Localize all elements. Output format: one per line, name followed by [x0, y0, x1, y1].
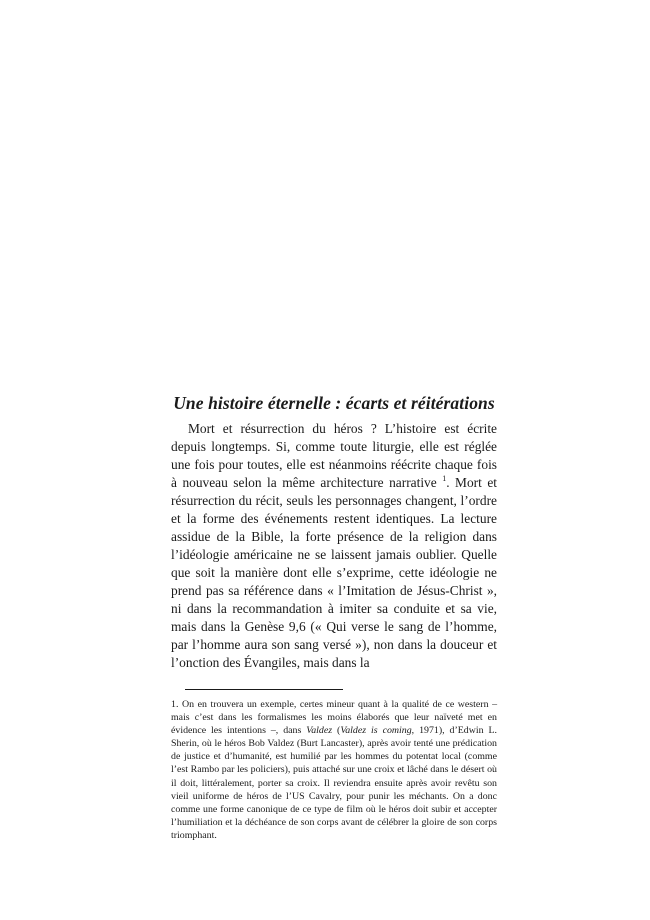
film-original-title: Valdez is coming	[340, 725, 412, 737]
footnote-text-c: , 1971), d’Edwin L. Sherin, où le héros Bob Valdez (Burt Lancaster), après avoir tenté une prédication de justice et d’humanité, est humilié par les hommes du potentat local (comme l’est Rambo par les policiers), puis attaché sur une croix et lâché dans le désert où il doit, littéralement, porter sa croix. Il reviendra ensuite après avoir revêtu son vieil uniforme de héros de l’US Cavalry, pour punir les méchants. On a donc comme une forme canonique de ce type de film où le héros doit subir et accepter l’humiliation et la déchéance de son corps avant de célébrer la gloire de son corps triomphant.	[171, 725, 497, 841]
footnote-text-a: On en trouvera un exemple, certes mineur quant à la qualité de ce western – mais c’est dans les formalismes les moins élaborés que leur naïveté met en évidence les intentions –, dans	[171, 699, 498, 737]
footnote-1	[171, 698, 497, 842]
film-title: Valdez	[306, 725, 333, 737]
footnote-text-b: (	[332, 725, 341, 737]
footnote-reference[interactable]: 1	[442, 474, 447, 483]
body-text-part-1: Mort et résurrection du héros ? L’histoire est écrite depuis longtemps. Si, comme toute liturgie, elle est réglée une fois pour toutes, elle est néanmoins réécrite chaque fois à nouveau selon la même architecture narrative	[171, 421, 497, 490]
body-paragraph	[171, 420, 497, 672]
body-text-part-2: . Mort et résurrection du récit, seuls les personnages changent, l’ordre et la forme des événements restent identiques. La lecture assidue de la Bible, la forte présence de la religion dans l’idéologie américaine ne se laissent jamais oublier. Quelle que soit la manière dont elle s’exprime, cette idéologie ne prend pas sa référence dans « l’Imitation de Jésus-Christ », ni dans la recommandation à imiter sa conduite et sa vie, mais dans la Genèse 9,6 (« Qui verse le sang de l’homme, par l’homme aura son sang versé »), non dans la douceur et l’onction des Évangiles, mais dans la	[171, 475, 497, 670]
footnote-separator	[185, 689, 343, 690]
section-title: Une histoire éternelle : écarts et réitérations	[173, 393, 495, 413]
footnote-number: 1.	[171, 699, 182, 710]
text-block	[171, 392, 497, 842]
